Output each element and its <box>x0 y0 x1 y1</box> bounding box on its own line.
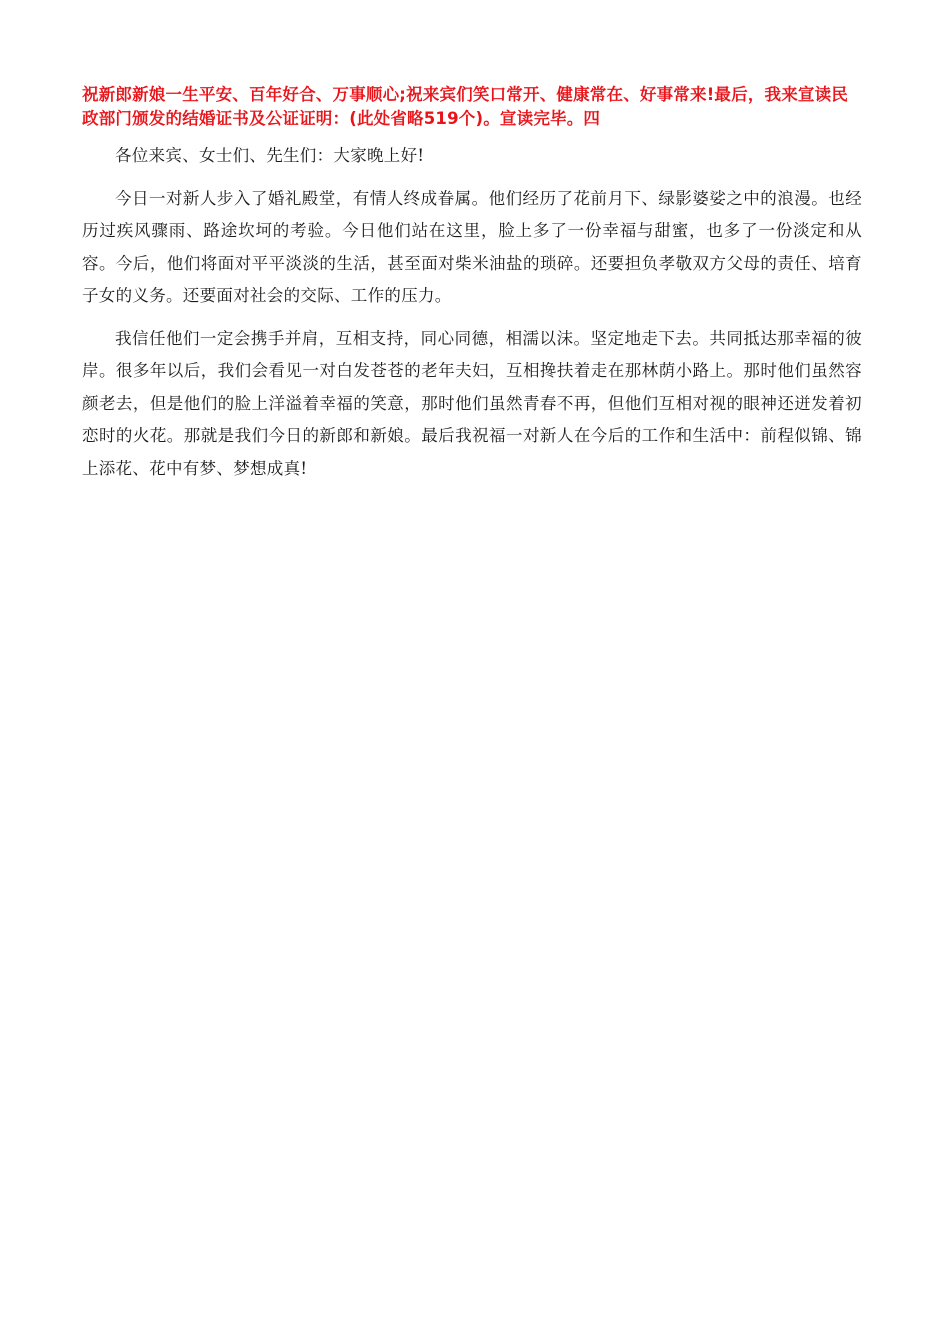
highlighted-header-note: 祝新郎新娘一生平安、百年好合、万事顺心;祝来宾们笑口常开、健康常在、好事常来!最后，我来宣读民政部门颁发的结婚证书及公证证明：(此处省略519个)。宣读完毕。四 <box>82 85 849 128</box>
paragraph-1: 今日一对新人步入了婚礼殿堂，有情人终成眷属。他们经历了花前月下、绿影婆娑之中的浪漫。也经历过疾风骤雨、路途坎坷的考验。今日他们站在这里，脸上多了一份幸福与甜蜜，也多了一份淡定和从容。今后，他们将面对平平淡淡的生活，甚至面对柴米油盐的琐碎。还要担负孝敬双方父母的责任、培育子女的义务。还要面对社会的交际、工作的压力。 <box>82 188 862 305</box>
greeting-line: 各位来宾、女士们、先生们：大家晚上好! <box>115 146 425 165</box>
paragraph-2: 我信任他们一定会携手并肩，互相支持，同心同德，相濡以沫。坚定地走下去。共同抵达那幸福的彼岸。很多年以后，我们会看见一对白发苍苍的老年夫妇，互相搀扶着走在那林荫小路上。那时他们虽然容颜老去，但是他们的脸上洋溢着幸福的笑意，那时他们虽然青春不再，但他们互相对视的眼神还迸发着初恋时的火花。那就是我们今日的新郎和新娘。最后我祝福一对新人在今后的工作和生活中：前程似锦、锦上添花、花中有梦、梦想成真! <box>82 328 862 478</box>
document-body <box>82 140 862 495</box>
